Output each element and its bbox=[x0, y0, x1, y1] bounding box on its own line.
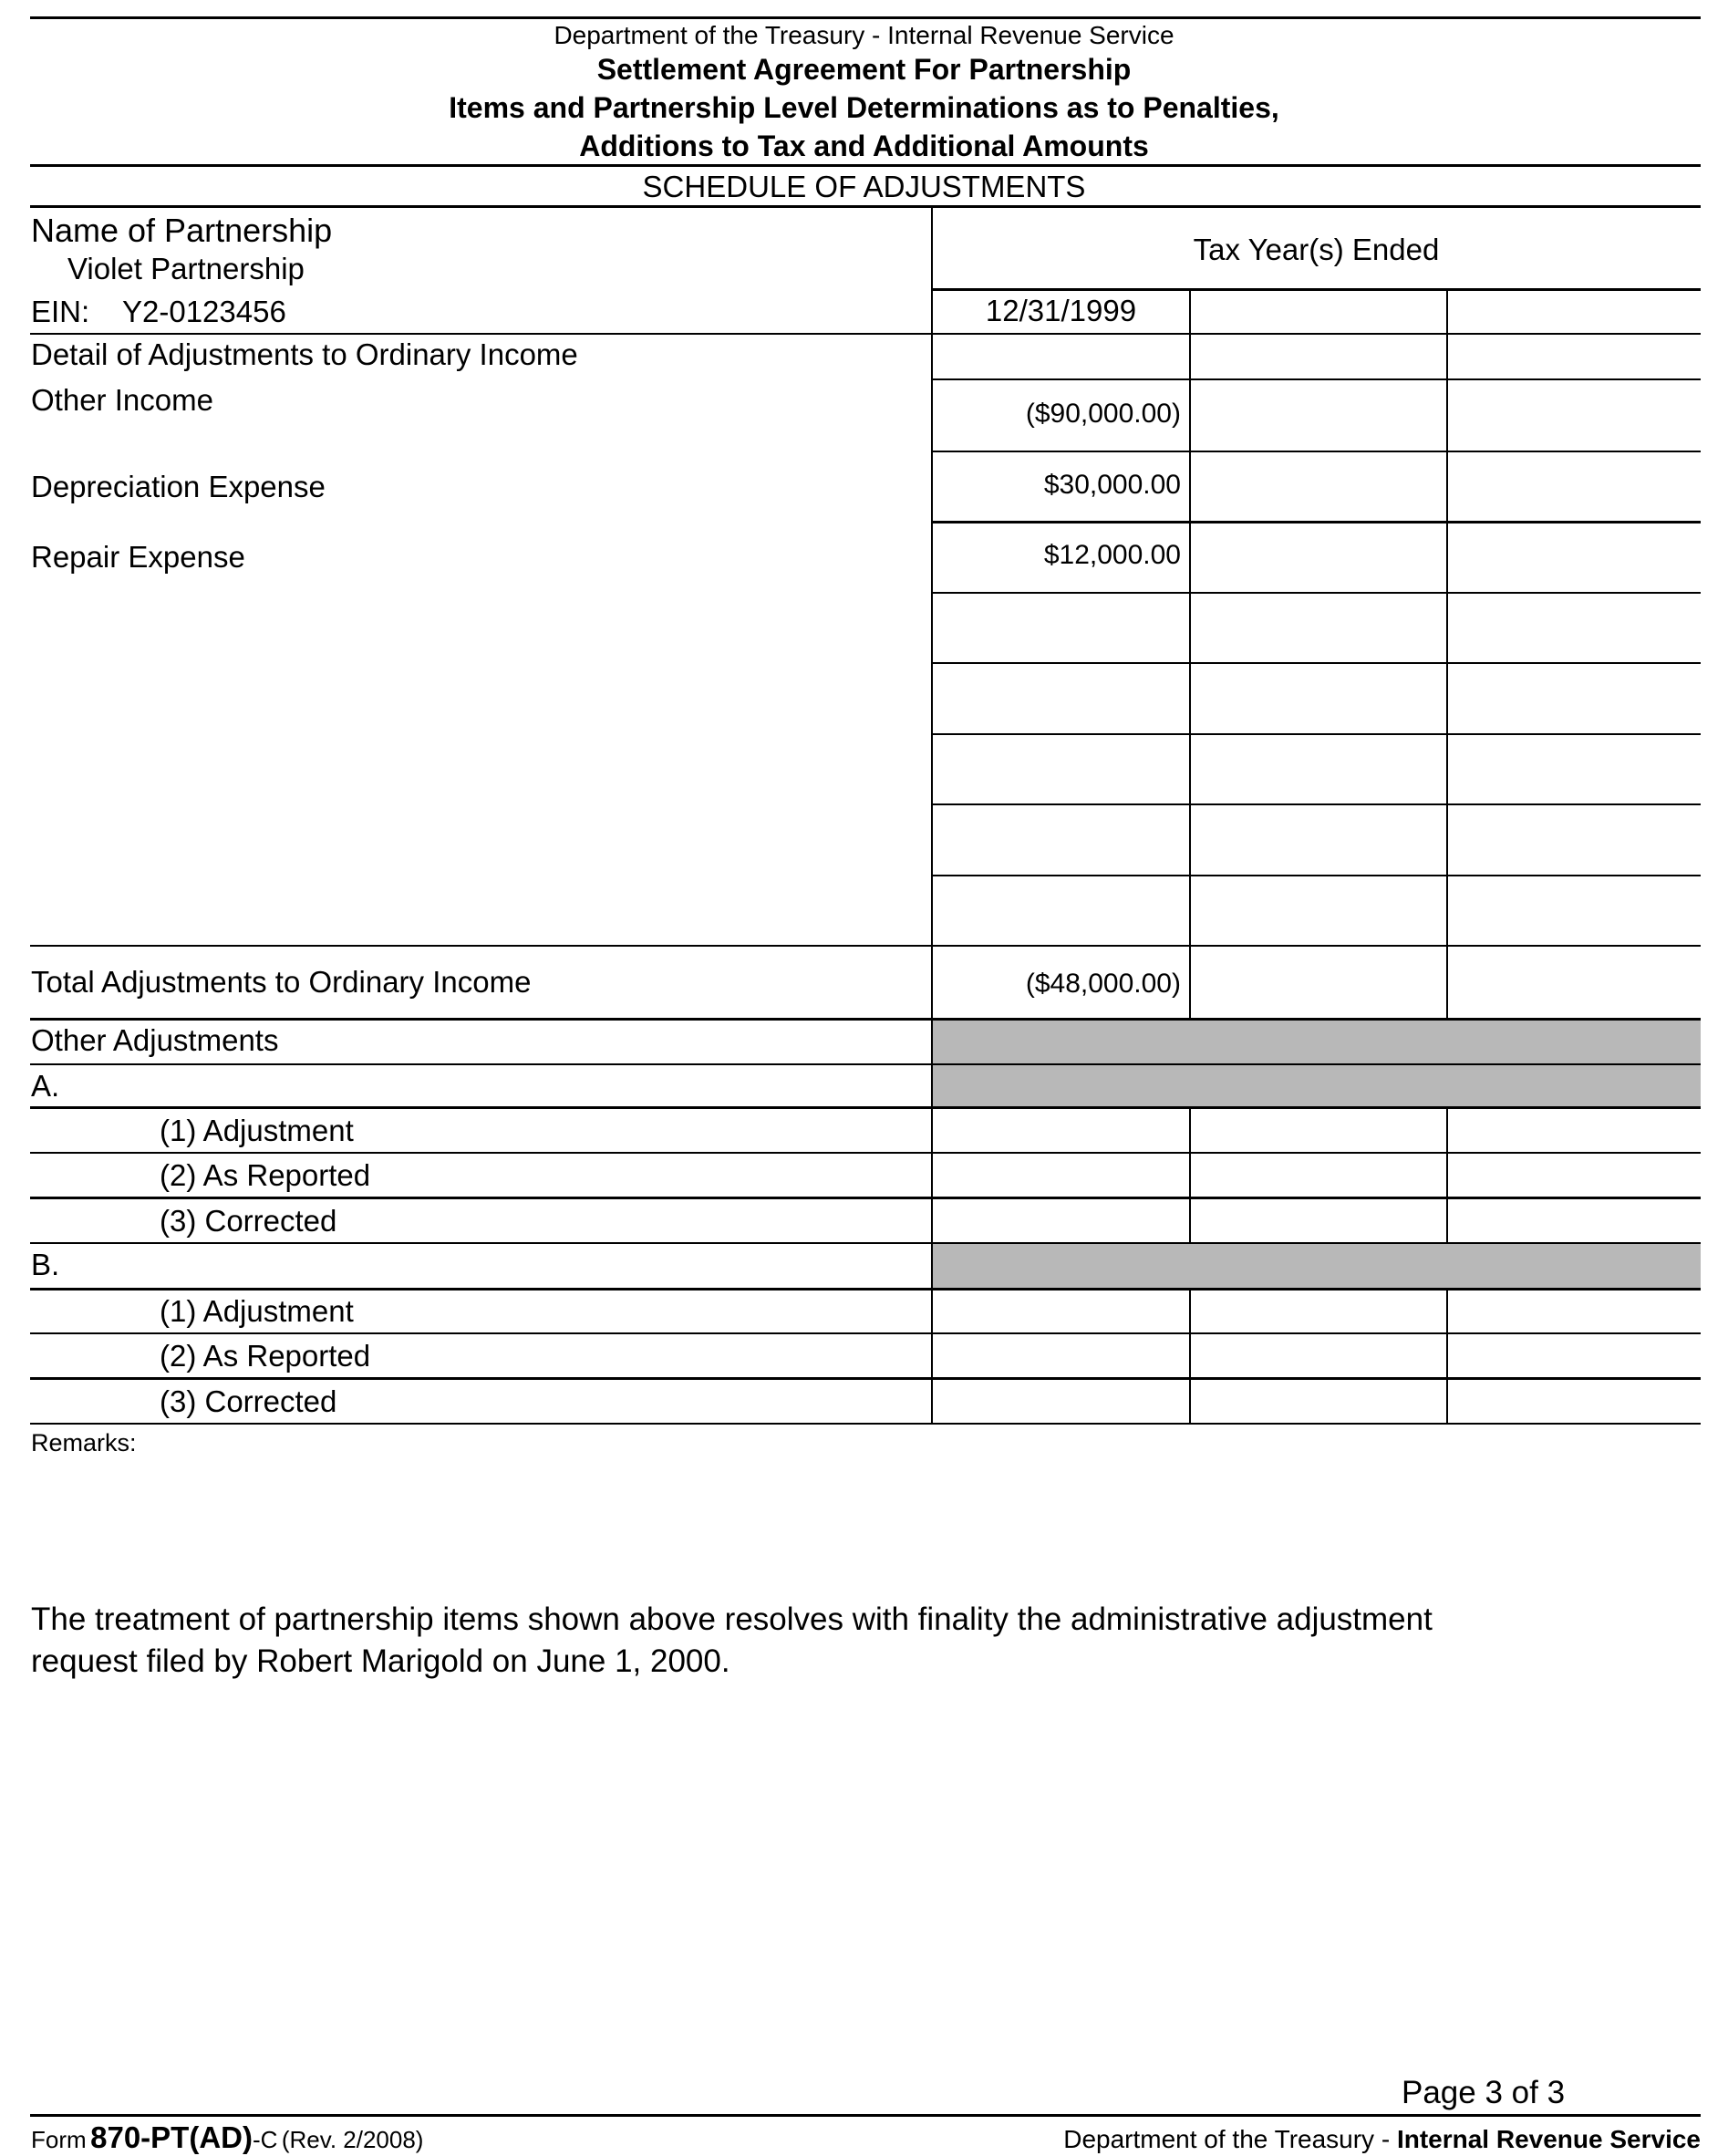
group-b-item-2: (2) As Reported bbox=[160, 1339, 371, 1373]
value-grid-rule bbox=[932, 662, 1701, 664]
group-a-item-2: (2) As Reported bbox=[160, 1158, 371, 1192]
row-label-depreciation: Depreciation Expense bbox=[31, 470, 326, 503]
row-rule bbox=[30, 1106, 1701, 1109]
group-b-item-1: (1) Adjustment bbox=[160, 1294, 354, 1328]
form-title-line-2: Items and Partnership Level Determinations as to Penalties, bbox=[449, 91, 1279, 124]
value-grid-rule bbox=[932, 592, 1701, 594]
total-value: ($48,000.00) bbox=[1025, 969, 1181, 999]
value-grid-rule bbox=[932, 521, 1701, 523]
row-rule bbox=[30, 1288, 1701, 1290]
agency-header: Department of the Treasury - Internal Revenue Service bbox=[554, 21, 1174, 49]
group-a-label: A. bbox=[31, 1069, 60, 1103]
form-title-line-3: Additions to Tax and Additional Amounts bbox=[579, 130, 1149, 162]
row-rule bbox=[30, 1063, 1701, 1065]
footer-agency-bold: Internal Revenue Service bbox=[1396, 2125, 1701, 2153]
form-prefix: Form bbox=[31, 2126, 87, 2153]
row-rule bbox=[30, 1197, 1701, 1199]
row-value-depreciation: $30,000.00 bbox=[1043, 470, 1181, 500]
tax-years-label: Tax Year(s) Ended bbox=[1193, 233, 1440, 266]
value-grid-rule bbox=[932, 733, 1701, 735]
value-grid-rule bbox=[932, 803, 1701, 805]
value-grid-rule bbox=[932, 378, 1701, 380]
row-value-other-income: ($90,000.00) bbox=[1025, 399, 1181, 429]
row-label-other-income: Other Income bbox=[31, 383, 213, 417]
ein-label: EIN: bbox=[31, 295, 90, 328]
schedule-rule bbox=[30, 205, 1701, 208]
group-a-item-3: (3) Corrected bbox=[160, 1204, 337, 1238]
value-grid-rule bbox=[932, 875, 1701, 876]
ordinary-income-section-label: Detail of Adjustments to Ordinary Income bbox=[31, 337, 578, 371]
value-grid-rule bbox=[932, 451, 1701, 452]
form-number: 870-PT(AD) bbox=[90, 2120, 253, 2154]
top-rule bbox=[30, 16, 1701, 19]
group-b-item-3: (3) Corrected bbox=[160, 1384, 337, 1418]
total-top-rule bbox=[30, 945, 1701, 947]
tax-year-col-1: 12/31/1999 bbox=[985, 294, 1137, 327]
other-adjustments-label: Other Adjustments bbox=[31, 1023, 279, 1057]
form-revision: (Rev. 2/2008) bbox=[281, 2126, 424, 2153]
footer-rule bbox=[30, 2114, 1701, 2117]
schedule-title: SCHEDULE OF ADJUSTMENTS bbox=[642, 170, 1086, 203]
total-label: Total Adjustments to Ordinary Income bbox=[31, 965, 532, 999]
group-a-item-1: (1) Adjustment bbox=[160, 1114, 354, 1147]
partnership-name: Violet Partnership bbox=[67, 252, 305, 285]
footer-agency-plain: Department of the Treasury - bbox=[1063, 2125, 1397, 2153]
title-rule bbox=[30, 164, 1701, 167]
ein-rule bbox=[30, 333, 1701, 335]
row-rule bbox=[30, 1332, 1701, 1334]
form-identifier bbox=[31, 2120, 423, 2155]
row-rule bbox=[30, 1377, 1701, 1380]
group-b-label: B. bbox=[31, 1248, 60, 1281]
remarks-label: Remarks: bbox=[31, 1429, 137, 1456]
table-bottom-rule bbox=[30, 1423, 1701, 1425]
remarks-text-line-2: request filed by Robert Marigold on June 1, 2000. bbox=[31, 1643, 730, 1679]
row-value-repair: $12,000.00 bbox=[1043, 540, 1181, 570]
form-title-line-1: Settlement Agreement For Partnership bbox=[596, 53, 1132, 86]
row-label-repair: Repair Expense bbox=[31, 540, 245, 574]
footer-agency bbox=[1063, 2125, 1701, 2154]
page-number: Page 3 of 3 bbox=[1402, 2075, 1566, 2110]
form-suffix: -C bbox=[252, 2126, 278, 2153]
ein-value: Y2-0123456 bbox=[122, 295, 286, 328]
remarks-text-line-1: The treatment of partnership items shown above resolves with finality the administrative adjustment bbox=[31, 1601, 1433, 1637]
tax-year-rule bbox=[932, 288, 1701, 291]
partnership-name-label: Name of Partnership bbox=[31, 212, 333, 249]
shaded-cell bbox=[933, 1244, 1701, 1288]
row-rule bbox=[30, 1152, 1701, 1154]
